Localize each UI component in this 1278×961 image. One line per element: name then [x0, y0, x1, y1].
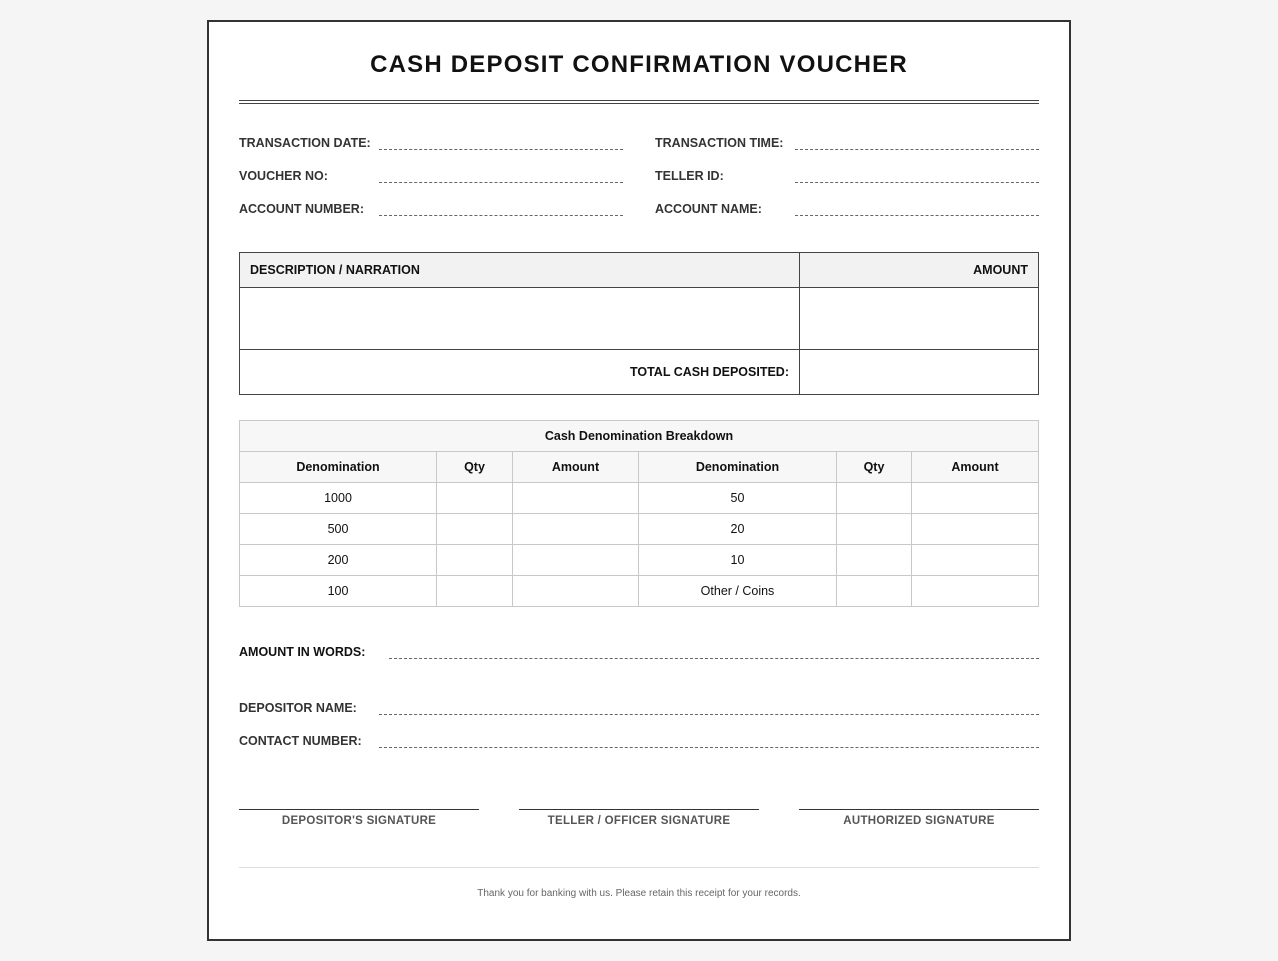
- voucher-no-line[interactable]: [379, 182, 623, 183]
- account-name-line[interactable]: [795, 215, 1039, 216]
- denomination-value: 100: [240, 576, 437, 607]
- account-number-field[interactable]: [239, 200, 623, 220]
- title-double-rule: [239, 100, 1039, 104]
- teller-signature-label: TELLER / OFFICER SIGNATURE: [547, 815, 731, 827]
- transaction-time-field[interactable]: [655, 134, 1039, 154]
- authorized-signature-label: AUTHORIZED SIGNATURE: [843, 815, 995, 827]
- field-row-amount-words: [239, 643, 1039, 663]
- amount-cell[interactable]: [912, 514, 1039, 545]
- total-cash-deposited-label: TOTAL CASH DEPOSITED:: [240, 350, 800, 395]
- amount-column-header: AMOUNT: [800, 253, 1039, 288]
- depositor-signature-line[interactable]: [239, 809, 479, 810]
- authorized-signature-block[interactable]: [799, 809, 1039, 827]
- description-entry-row: [240, 288, 1039, 350]
- account-number-line[interactable]: [379, 215, 623, 216]
- contact-number-line[interactable]: [379, 747, 1039, 748]
- denomination-value: 20: [639, 514, 837, 545]
- denomination-header-row: [240, 452, 1039, 483]
- field-row-contact-number: [239, 732, 1039, 752]
- denomination-caption-row: [240, 421, 1039, 452]
- denomination-caption: Cash Denomination Breakdown: [240, 421, 1039, 452]
- denomination-row: [240, 545, 1039, 576]
- voucher-title: CASH DEPOSIT CONFIRMATION VOUCHER: [370, 51, 908, 78]
- transaction-time-line[interactable]: [795, 149, 1039, 150]
- field-row-date-time: [239, 134, 1039, 154]
- denomination-row: [240, 514, 1039, 545]
- qty-header-right: Qty: [837, 452, 912, 483]
- description-table: [239, 252, 1039, 395]
- amount-cell[interactable]: [513, 545, 639, 576]
- teller-id-field[interactable]: [655, 167, 1039, 187]
- amount-in-words-line[interactable]: [389, 658, 1039, 659]
- transaction-time-label: TRANSACTION TIME:: [655, 136, 784, 150]
- transaction-date-field[interactable]: [239, 134, 623, 154]
- denomination-value: 200: [240, 545, 437, 576]
- qty-cell[interactable]: [437, 483, 513, 514]
- amount-entry-cell[interactable]: [800, 288, 1039, 350]
- amount-in-words-label: AMOUNT IN WORDS:: [239, 645, 366, 659]
- teller-id-label: TELLER ID:: [655, 169, 724, 183]
- depositor-signature-label: DEPOSITOR'S SIGNATURE: [281, 815, 437, 827]
- voucher-no-field[interactable]: [239, 167, 623, 187]
- voucher-page: [207, 20, 1071, 941]
- denomination-row: [240, 576, 1039, 607]
- denomination-row: [240, 483, 1039, 514]
- transaction-date-line[interactable]: [379, 149, 623, 150]
- amount-cell[interactable]: [513, 576, 639, 607]
- qty-cell[interactable]: [837, 514, 912, 545]
- qty-cell[interactable]: [437, 576, 513, 607]
- description-column-header: DESCRIPTION / NARRATION: [240, 253, 800, 288]
- account-name-label: ACCOUNT NAME:: [655, 202, 762, 216]
- amount-cell[interactable]: [912, 545, 1039, 576]
- teller-signature-line[interactable]: [519, 809, 759, 810]
- denomination-value: 50: [639, 483, 837, 514]
- amount-header-left: Amount: [513, 452, 639, 483]
- footer-divider: [239, 867, 1039, 868]
- depositor-name-field[interactable]: [239, 699, 1039, 719]
- qty-cell[interactable]: [837, 545, 912, 576]
- denomination-table: [239, 420, 1039, 607]
- field-row-voucher-teller: [239, 167, 1039, 187]
- transaction-date-label: TRANSACTION DATE:: [239, 136, 371, 150]
- denomination-value: 10: [639, 545, 837, 576]
- qty-cell[interactable]: [837, 576, 912, 607]
- footer-note: Thank you for banking with us. Please retain this receipt for your records.: [477, 888, 801, 899]
- amount-cell[interactable]: [912, 483, 1039, 514]
- denomination-header-right: Denomination: [639, 452, 837, 483]
- amount-header-right: Amount: [912, 452, 1039, 483]
- qty-cell[interactable]: [437, 514, 513, 545]
- denomination-value: 500: [240, 514, 437, 545]
- denomination-value: Other / Coins: [639, 576, 837, 607]
- field-row-depositor-name: [239, 699, 1039, 719]
- account-name-field[interactable]: [655, 200, 1039, 220]
- depositor-name-line[interactable]: [379, 714, 1039, 715]
- voucher-no-label: VOUCHER NO:: [239, 169, 328, 183]
- description-entry-cell[interactable]: [240, 288, 800, 350]
- description-table-header: [240, 253, 1039, 288]
- contact-number-label: CONTACT NUMBER:: [239, 734, 362, 748]
- denomination-header-left: Denomination: [240, 452, 437, 483]
- depositor-signature-block[interactable]: [239, 809, 479, 827]
- qty-cell[interactable]: [837, 483, 912, 514]
- amount-cell[interactable]: [912, 576, 1039, 607]
- amount-in-words-field[interactable]: [239, 643, 1039, 663]
- total-row: [240, 350, 1039, 395]
- total-cash-deposited-cell[interactable]: [800, 350, 1039, 395]
- contact-number-field[interactable]: [239, 732, 1039, 752]
- teller-id-line[interactable]: [795, 182, 1039, 183]
- depositor-name-label: DEPOSITOR NAME:: [239, 701, 357, 715]
- account-number-label: ACCOUNT NUMBER:: [239, 202, 364, 216]
- teller-signature-block[interactable]: [519, 809, 759, 827]
- authorized-signature-line[interactable]: [799, 809, 1039, 810]
- qty-header-left: Qty: [437, 452, 513, 483]
- field-row-account: [239, 200, 1039, 220]
- qty-cell[interactable]: [437, 545, 513, 576]
- amount-cell[interactable]: [513, 483, 639, 514]
- amount-cell[interactable]: [513, 514, 639, 545]
- denomination-value: 1000: [240, 483, 437, 514]
